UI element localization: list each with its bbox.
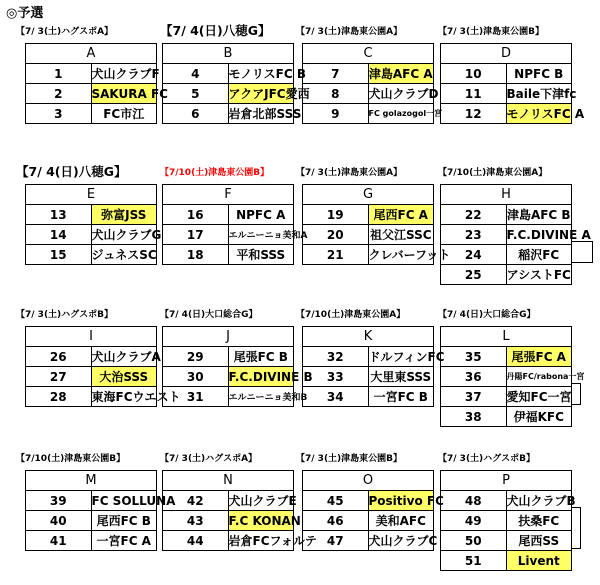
table-row [303, 64, 434, 84]
table-row [303, 225, 434, 245]
team-number: 46 [303, 511, 369, 531]
team-number: 25 [441, 265, 507, 285]
bracket-line-h [572, 241, 593, 263]
team-name: 大治SSS [91, 367, 157, 387]
team-name: 祖父江SSC [368, 225, 434, 245]
table-row [163, 347, 294, 367]
team-number: 32 [303, 347, 369, 367]
group-header: M [26, 471, 157, 491]
team-number: 3 [26, 104, 92, 124]
caption-group-f: 【7/10(土)津島東公園B】 [160, 168, 270, 178]
table-row [303, 367, 434, 387]
team-name: 尾西SS [506, 531, 572, 551]
table-row [163, 104, 294, 124]
group-table-c [302, 43, 443, 124]
team-name: ジュネスSC [91, 245, 157, 265]
team-name: 尾西FC B [91, 511, 157, 531]
group-table-m [25, 470, 176, 551]
team-number: 11 [441, 84, 507, 104]
table-row [26, 64, 157, 84]
table-row [441, 511, 572, 531]
table-row [163, 511, 294, 531]
team-number: 51 [441, 551, 507, 571]
team-number: 10 [441, 64, 507, 84]
table-row [303, 245, 434, 265]
team-name: 扶桑FC [506, 511, 572, 531]
group-table-o [302, 470, 444, 551]
team-number: 9 [303, 104, 369, 124]
team-number: 36 [441, 367, 507, 387]
table-row [163, 367, 294, 387]
team-number: 22 [441, 205, 507, 225]
team-name: エルニーニョ美和A [228, 225, 294, 245]
table-row [163, 84, 294, 104]
table-row [441, 225, 572, 245]
bracket-line-p [572, 507, 581, 549]
table-row [303, 104, 434, 124]
team-number: 1 [26, 64, 92, 84]
caption-group-i: 【7/ 3(土)ハグスポB】 [16, 310, 113, 320]
group-header: D [441, 44, 572, 64]
team-number: 14 [26, 225, 92, 245]
group-header: A [26, 44, 157, 64]
group-header: E [26, 185, 157, 205]
team-name: 平和SSS [228, 245, 294, 265]
team-number: 23 [441, 225, 507, 245]
group-header: G [303, 185, 434, 205]
caption-group-b: 【7/ 4(日)八穂G】 [160, 23, 271, 38]
caption-group-m: 【7/10(土)津島東公園B】 [16, 454, 126, 464]
table-row [441, 387, 572, 407]
team-name: Positivo FC [368, 491, 434, 511]
team-name: アクアJFC愛西 [228, 84, 294, 104]
table-row [441, 265, 572, 285]
table-row [441, 205, 572, 225]
table-row [26, 104, 157, 124]
table-row [441, 104, 572, 124]
team-number: 16 [163, 205, 229, 225]
team-name: 尾西FC A [368, 205, 434, 225]
team-name: アシストFC [506, 265, 572, 285]
team-name: F.C KONAN [228, 511, 294, 531]
team-name: 岩倉FCフォルテ [228, 531, 294, 551]
table-row [163, 245, 294, 265]
table-row [303, 511, 434, 531]
team-name: 美和AFC [368, 511, 434, 531]
caption-group-d: 【7/ 3(土)津島東公園B】 [438, 27, 545, 37]
group-table-p [440, 470, 576, 571]
table-row [163, 205, 294, 225]
group-header: K [303, 327, 434, 347]
team-number: 12 [441, 104, 507, 124]
team-number: 13 [26, 205, 92, 225]
table-row [441, 84, 572, 104]
team-number: 28 [26, 387, 92, 407]
team-number: 40 [26, 511, 92, 531]
team-number: 26 [26, 347, 92, 367]
group-header: I [26, 327, 157, 347]
team-number: 6 [163, 104, 229, 124]
team-name: Baile下津fc [506, 84, 572, 104]
table-row [441, 407, 572, 427]
team-name: ドルフィンFC [368, 347, 434, 367]
group-header: F [163, 185, 294, 205]
team-number: 27 [26, 367, 92, 387]
team-name: Livent [506, 551, 572, 571]
table-row [441, 245, 572, 265]
table-row [163, 531, 294, 551]
team-name: 犬山クラブG [91, 225, 157, 245]
group-header: O [303, 471, 434, 491]
caption-group-j: 【7/ 4(日)大口総合G】 [160, 310, 258, 320]
table-row [441, 367, 572, 387]
team-name: 稲沢FC [506, 245, 572, 265]
team-name: NPFC B [506, 64, 572, 84]
team-number: 34 [303, 387, 369, 407]
team-name: FC市江 [91, 104, 157, 124]
group-table-j [162, 326, 313, 407]
table-row [441, 531, 572, 551]
team-name: 岩倉北部SSS [228, 104, 294, 124]
team-name: NPFC A [228, 205, 294, 225]
table-row [26, 531, 157, 551]
team-number: 45 [303, 491, 369, 511]
table-row [26, 225, 157, 245]
table-row [26, 491, 157, 511]
team-number: 2 [26, 84, 92, 104]
team-name: 東海FCウエスト [91, 387, 157, 407]
table-row [303, 387, 434, 407]
table-row [26, 387, 157, 407]
table-row [303, 347, 434, 367]
page-title: ◎予選 [6, 6, 44, 21]
caption-group-h: 【7/10(土)津島東公園A】 [438, 168, 548, 178]
team-number: 35 [441, 347, 507, 367]
team-number: 33 [303, 367, 369, 387]
group-header: N [163, 471, 294, 491]
team-name: 丹陽FC/rabona一宮 [506, 367, 572, 387]
team-number: 7 [303, 64, 369, 84]
table-row [441, 491, 572, 511]
team-name: 愛知FC一宮 [506, 387, 572, 407]
team-number: 8 [303, 84, 369, 104]
group-table-h [440, 184, 591, 285]
team-name: 津島AFC B [506, 205, 572, 225]
team-name: モノリスFC B [228, 64, 294, 84]
team-number: 17 [163, 225, 229, 245]
team-name: 犬山クラブD [368, 84, 434, 104]
team-number: 37 [441, 387, 507, 407]
caption-group-p: 【7/ 3(土)ハグスポB】 [438, 454, 535, 464]
group-table-g [302, 184, 451, 265]
group-header: C [303, 44, 434, 64]
team-number: 48 [441, 491, 507, 511]
caption-group-n: 【7/ 3(土)ハグスポA】 [160, 454, 258, 464]
team-name: FC SOLLUNA [91, 491, 157, 511]
team-name: 弥富JSS [91, 205, 157, 225]
team-name: F.C.DIVINE A [506, 225, 572, 245]
group-header: P [441, 471, 572, 491]
caption-group-l: 【7/ 4(日)大口総合G】 [438, 310, 536, 320]
table-row [26, 205, 157, 225]
team-number: 19 [303, 205, 369, 225]
team-number: 21 [303, 245, 369, 265]
group-table-l [440, 326, 585, 427]
team-name: モノリスFC A [506, 104, 572, 124]
table-row [303, 84, 434, 104]
caption-group-c: 【7/ 3(土)津島東公園A】 [296, 27, 403, 37]
table-row [303, 491, 434, 511]
team-number: 39 [26, 491, 92, 511]
table-row [163, 64, 294, 84]
team-number: 49 [441, 511, 507, 531]
table-row [441, 347, 572, 367]
team-name: 犬山クラブF [91, 64, 157, 84]
team-number: 5 [163, 84, 229, 104]
team-name: 尾張FC A [506, 347, 572, 367]
team-name: 津島AFC A [368, 64, 434, 84]
group-table-b [162, 43, 310, 124]
group-table-d [440, 43, 585, 124]
group-table-i [25, 326, 181, 407]
table-row [441, 64, 572, 84]
team-name: SAKURA FC [91, 84, 157, 104]
team-name: 大里東SSS [368, 367, 434, 387]
team-number: 47 [303, 531, 369, 551]
caption-group-a: 【7/ 3(土)ハグスポA】 [16, 27, 114, 37]
group-table-k [302, 326, 445, 407]
team-name: 尾張FC B [228, 347, 294, 367]
team-name: エルニーニョ美和B [228, 387, 294, 407]
table-row [441, 551, 572, 571]
team-number: 24 [441, 245, 507, 265]
group-header: L [441, 327, 572, 347]
team-number: 20 [303, 225, 369, 245]
bracket-line-l [572, 383, 581, 405]
team-name: 伊福KFC [506, 407, 572, 427]
table-row [26, 245, 157, 265]
group-header: J [163, 327, 294, 347]
table-row [163, 387, 294, 407]
caption-group-e: 【7/ 4(日)八穂G】 [16, 164, 127, 179]
team-name: 一宮FC B [368, 387, 434, 407]
team-number: 18 [163, 245, 229, 265]
team-number: 50 [441, 531, 507, 551]
team-name: 犬山クラブC [368, 531, 434, 551]
team-name: FC golazogol一宮 [368, 104, 434, 124]
team-number: 44 [163, 531, 229, 551]
group-table-f [162, 184, 308, 265]
group-table-a [25, 43, 168, 124]
caption-group-g: 【7/ 3(土)津島東公園A】 [296, 168, 403, 178]
group-table-n [162, 470, 317, 551]
caption-group-o: 【7/ 3(土)津島東公園B】 [296, 454, 403, 464]
team-number: 15 [26, 245, 92, 265]
table-row [303, 531, 434, 551]
team-name: クレバーフット [368, 245, 434, 265]
team-name: F.C.DIVINE B [228, 367, 294, 387]
team-number: 42 [163, 491, 229, 511]
team-number: 31 [163, 387, 229, 407]
table-row [303, 205, 434, 225]
team-name: 犬山クラブA [91, 347, 157, 367]
group-header: H [441, 185, 572, 205]
team-number: 43 [163, 511, 229, 531]
team-name: 犬山クラブB [506, 491, 572, 511]
group-table-e [25, 184, 162, 265]
table-row [163, 491, 294, 511]
table-row [163, 225, 294, 245]
table-row [26, 367, 157, 387]
team-number: 4 [163, 64, 229, 84]
team-name: 犬山クラブE [228, 491, 294, 511]
team-number: 38 [441, 407, 507, 427]
table-row [26, 511, 157, 531]
group-header: B [163, 44, 294, 64]
table-row [26, 84, 157, 104]
team-number: 41 [26, 531, 92, 551]
team-number: 29 [163, 347, 229, 367]
caption-group-k: 【7/10(土)津島東公園A】 [296, 310, 406, 320]
team-number: 30 [163, 367, 229, 387]
team-name: 一宮FC A [91, 531, 157, 551]
table-row [26, 347, 157, 367]
